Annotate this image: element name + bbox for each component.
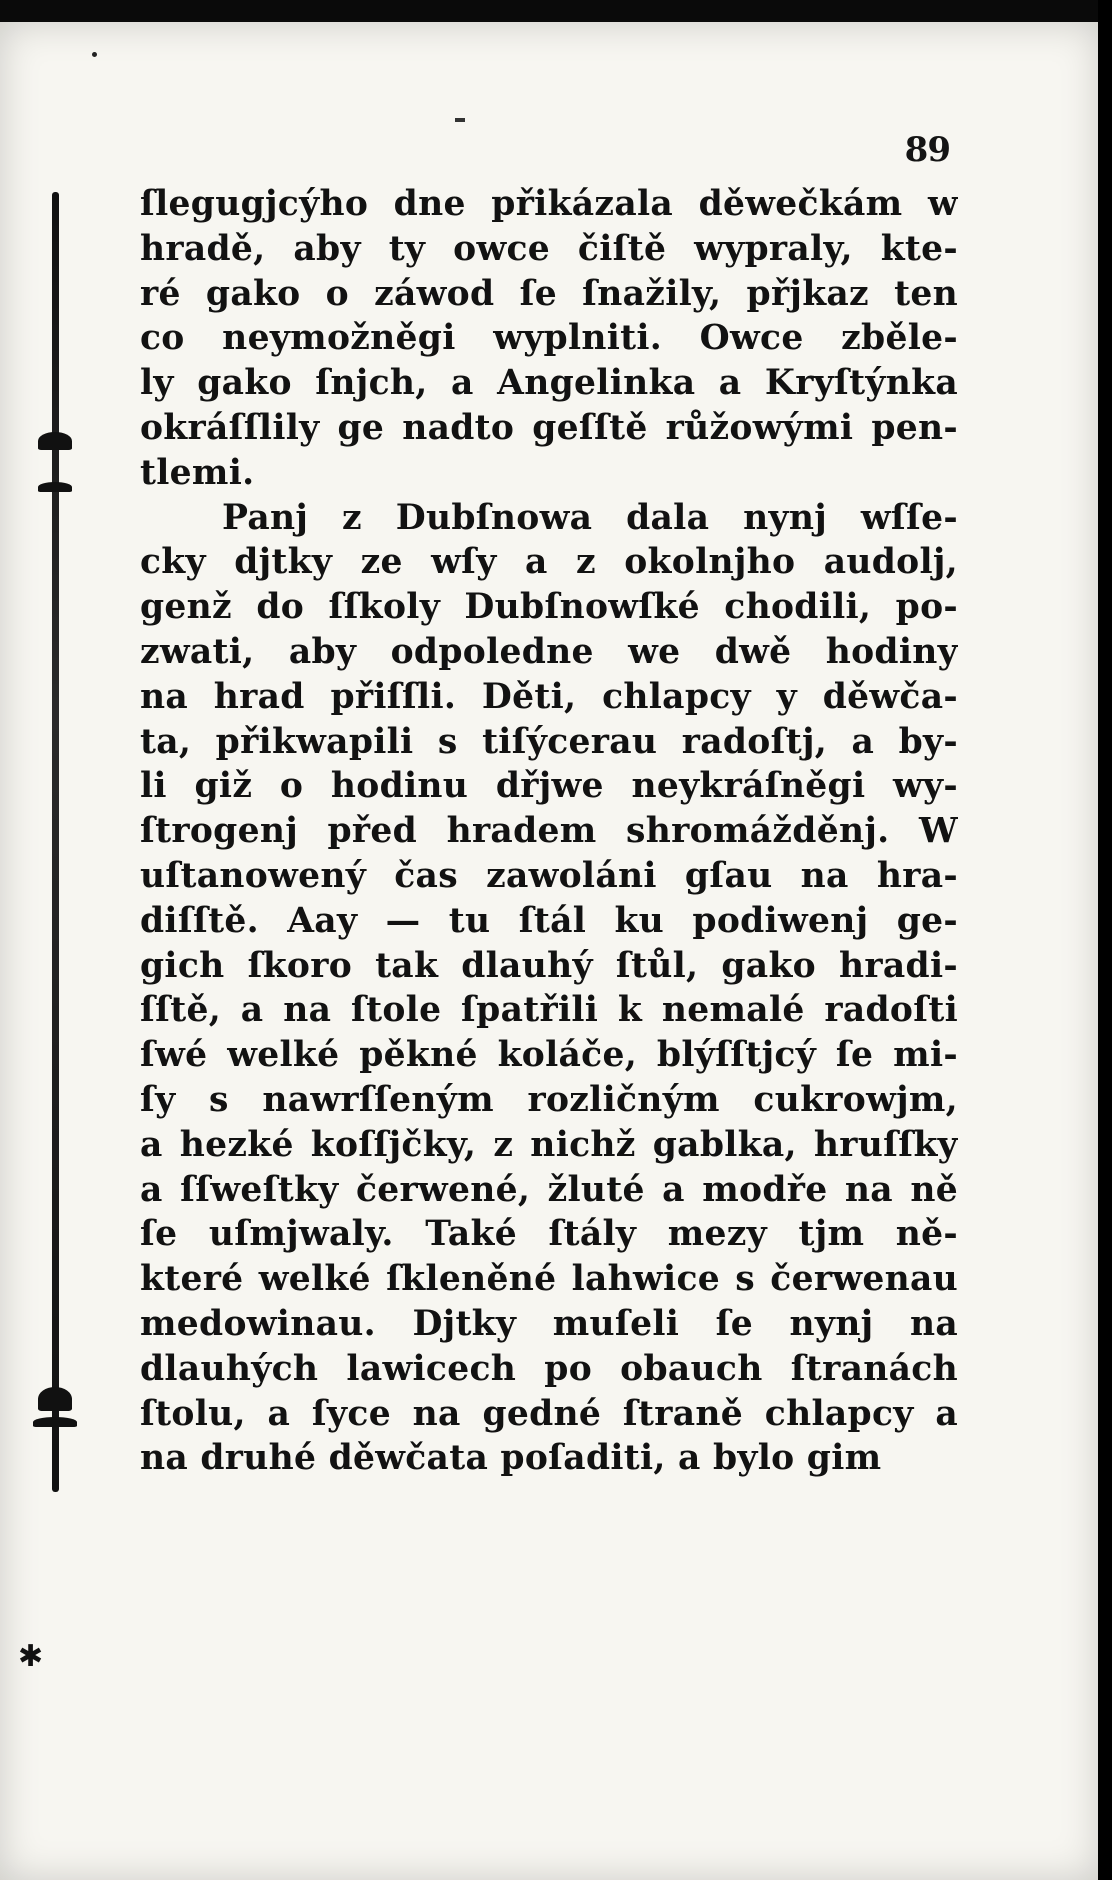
text-line: Panj z Dubſnowa dala nynj wſſe- <box>222 497 958 538</box>
text-line: ſtrogenj před hradem shromážděnj. W <box>140 811 958 852</box>
scan-edge <box>1098 0 1112 1880</box>
text-line: ſe uſmjwaly. Také ſtály mezy tjm ně- <box>140 1214 958 1255</box>
text-line: okráſſlily ge nadto geſſtě růžowými pen- <box>140 407 958 448</box>
binding-clip-bottom <box>38 1387 72 1411</box>
binding-clip-top <box>38 432 72 450</box>
text-line: ſwé welké pěkné koláče, blýſſtjcý ſe mi- <box>140 1035 958 1076</box>
text-line: genž do ſſkoly Dubſnowſké chodili, po- <box>140 587 958 628</box>
text-line: ſlegugjcýho dne přikázala děwečkám w <box>140 184 958 224</box>
text-line: ſſtě, a na ſtole ſpatřili k nemalé radoſti <box>140 990 958 1031</box>
ink-dash <box>455 118 465 122</box>
text-line: zwati, aby odpoledne we dwě hodiny <box>140 631 958 672</box>
text-line: a ſſweſtky čerwené, žluté a modře na ně <box>140 1169 958 1210</box>
body-text <box>140 182 958 1481</box>
text-line: ly gako ſnjch, a Angelinka a Kryſtýnka <box>140 363 958 404</box>
binding-clip-top-base <box>38 482 72 492</box>
text-line: tlemi. <box>140 452 255 493</box>
text-line: gich ſkoro tak dlauhý ſtůl, gako hradi- <box>140 945 958 986</box>
text-line: diſſtě. Aay — tu ſtál ku podiwenj ge- <box>140 900 958 941</box>
ink-speck <box>92 52 97 57</box>
text-line: a hezké koſſjčky, z nichž gablka, hruſſky <box>140 1124 958 1165</box>
text-line: které welké ſkleněné lahwice s čerwenau <box>140 1259 958 1300</box>
page-number: 89 <box>904 130 950 170</box>
text-line: dlauhých lawicech po obauch ſtranách <box>140 1348 958 1389</box>
book-page <box>0 22 1100 1880</box>
text-line: hradě, aby ty owce čiſtě wypraly, kte- <box>140 228 958 269</box>
text-line: ſy s nawrſſeným rozličným cukrowjm, <box>140 1079 958 1120</box>
text-line: co neymožněgi wyplniti. Owce zběle- <box>140 318 958 359</box>
text-line: na druhé děwčata poſaditi, a bylo gim <box>140 1438 882 1479</box>
asterisk-mark-icon: ✱ <box>18 1639 44 1674</box>
binding-clip-bottom-base <box>33 1417 77 1427</box>
text-line: ta, přikwapili s tiſýcerau radoſtj, a by- <box>140 721 958 762</box>
text-line: cky djtky ze wſy a z okolnjho audolj, <box>140 542 958 583</box>
text-line: ſtolu, a ſyce na gedné ſtraně chlapcy a <box>140 1393 958 1434</box>
text-line: uſtanowený čas zawoláni gſau na hra- <box>140 855 958 896</box>
text-line: na hrad přiſſli. Děti, chlapcy y děwča- <box>140 676 958 717</box>
text-line: medowinau. Djtky muſeli ſe nynj na <box>140 1303 958 1344</box>
text-line: ré gako o záwod ſe ſnažily, přjkaz ten <box>140 273 958 314</box>
text-line: li giž o hodinu dřjwe neykráſněgi wy- <box>140 766 958 807</box>
binding-spine-line <box>52 192 59 1492</box>
